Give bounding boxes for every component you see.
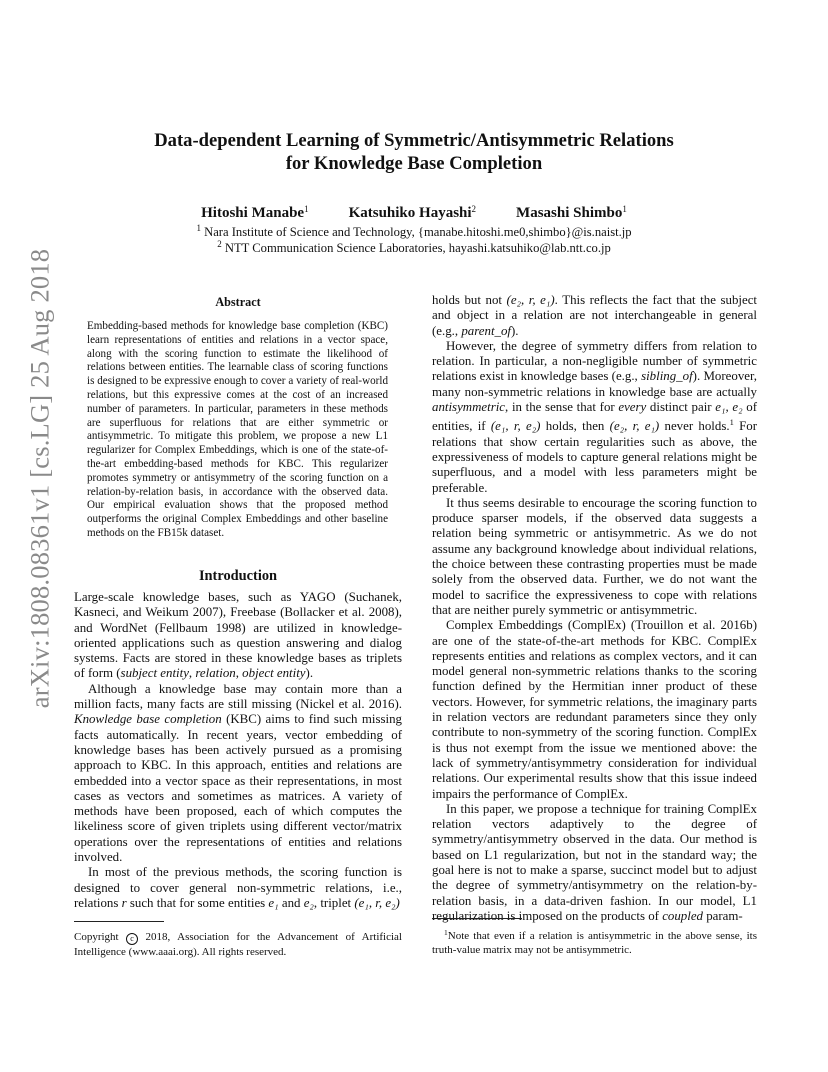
intro-paragraph-3: In most of the previous methods, the scoring function is designed to cover general non-symmetric relations, i.e., relations r such that for some entities e₁ and e₂, triplet (e₁, r, e₂) — [74, 865, 402, 910]
right-column-body — [432, 293, 757, 924]
author: Katsuhiko Hayashi$^2$ — [348, 204, 477, 221]
paragraph: It thus seems desirable to encourage the scoring function to produce sparser models, if the observed data suggests a relation being symmetric or antisymmetric. As we do not assume any background knowledge about individual relations, the choice between these contrasting properties must be made solely from the observed data. Further, we do not want the model to sacrifice the expressiveness to cope with relations that are neither purely symmetric or antisymmetric. — [432, 495, 757, 617]
abstract-text: Embedding-based methods for knowledge base completion (KBC) learn representations of entities and relations in a vector space, along with the scoring function to estimate the likelihood of relations between entities. The learnable class of scoring functions is designed to be expressive enough to cover a variety of real-world relations, but this expressive comes at the cost of an increased number of parameters. In particular, parameters in these methods are superfluous for relations that are either symmetric or antisymmetric. To mitigate this problem, we propose a new L1 regularizer for Complex Embeddings, which is one of the state-of-the-art embedding-based methods for KBC. This regularizer promotes symmetry or antisymmetry of the scoring function on a relation-by-relation basis, in accordance with the observed data. Our empirical evaluation shows that the proposed method outperforms the original Complex Embeddings and other baseline methods on the FB15k dataset. — [87, 320, 388, 539]
paragraph: In this paper, we propose a technique for training ComplEx relation vectors adaptively to the degree of symmetry/antisymmetry observed in the data. Our method is based on L1 regularization, but not in the standard way; the goal here is not to make a sparse, succinct model but to adjust the degree of symmetry/antisymmetry on the relation-by-relation basis, in a data-driven fashion. In our model, L1 regularization is imposed on the products of coupled param- — [432, 801, 757, 923]
title-line-2: for Knowledge Base Completion — [285, 153, 543, 174]
copyright-notice: Copyright c 2018, Association for the Advancement of Artificial Intelligence (www.aaai.org). All rights reserved. — [74, 931, 402, 958]
footnote-marker: 1 — [729, 417, 734, 428]
copyright-icon: c — [126, 933, 138, 945]
paragraph: However, the degree of symmetry differs from relation to relation. In particular, a non-negligible number of symmetric relations exist in knowledge bases (e.g., sibling_of). Moreover, many non-symmetric relations in knowledge base are actually antisymmetric, in the sense that for every distinct pair e₁, e₂ of entities, if (e₁, r, e₂) holds, then (e₂, r, e₁) never holds.$^1$ For relations that show certain regularities such as above, the expressiveness of models to capture general relations might be superfluous, and a model with less parameters might be preferable. — [432, 338, 758, 495]
footnote-divider — [432, 918, 522, 919]
footnote: $^1$Note that even if a relation is antisymmetric in the above sense, its truth-value matrix may not be antisymmetric. — [432, 928, 757, 956]
paragraph: holds but not (e₂, r, e₁). This reflects the fact that the subject and object in a relation are not interchangeable in general (e.g., parent_of). — [432, 293, 757, 338]
intro-paragraph-1: Large-scale knowledge bases, such as YAGO (Suchanek, Kasneci, and Weikum 2007), Freebase (Bollacker et al. 2008), and WordNet (Fellbaum 1998) are utilized in knowledge-oriented applications such as question answering and dialog systems. Facts are stored in these knowledge bases as triplets of form (subject entity, relation, object entity). — [74, 590, 402, 681]
left-column-body — [74, 590, 402, 911]
affiliation-1: $^1$ Nara Institute of Science and Technology, {manabe.hitoshi.me0,shimbo}@is.naist.jp — [196, 223, 632, 239]
author: Hitoshi Manabe$^1$ — [201, 204, 309, 221]
author: Masashi Shimbo$^1$ — [516, 204, 627, 221]
intro-paragraph-2: Although a knowledge base may contain more than a million facts, many facts are still missing (Nickel et al. 2016). Knowledge base completion (KBC) aims to find such missing facts automatically. In recent years, vector embedding of knowledge bases has been actively pursued as a promising approach to KBC. In this approach, entities and relations are embedded into a vector space as their representations, in most cases as vectors and sometimes as matrices. A variety of methods have been proposed, each of which computes the likeliness score of given triplets using different vector/matrix operations over the representations of entities and relations involved. — [74, 681, 402, 865]
paper-title — [90, 129, 738, 175]
abstract-heading: Abstract — [215, 295, 261, 309]
title-line-1: Data-dependent Learning of Symmetric/Antisymmetric Relations — [154, 130, 674, 151]
footnote-divider — [74, 921, 164, 922]
arxiv-identifier-text: arXiv:1808.08361v1 [cs.LG] 25 Aug 2018 — [24, 248, 55, 708]
footnote-number: 1 — [444, 928, 448, 937]
introduction-heading: Introduction — [198, 568, 278, 584]
arxiv-identifier — [20, 248, 60, 708]
affiliation-2: $^2$ NTT Communication Science Laboratories, hayashi.katsuhiko@lab.ntt.co.jp — [217, 239, 611, 255]
paragraph: Complex Embeddings (ComplEx) (Trouillon et al. 2016b) are one of the state-of-the-art methods for KBC. ComplEx represents entities and relations as complex vectors, and it can model general non-symmetric relations thanks to the scoring function defined by the Hermitian inner product of these vectors. However, for symmetric relations, the imaginary parts in relation vectors are redundant parameters since they only contribute to non-symmetry of the scoring function. ComplEx is thus not exempt from the issue we mentioned above: the lack of symmetry/antisymmetry consideration for individual relations. Our experimental results show that this issue indeed impairs the performance of ComplEx. — [432, 618, 757, 801]
